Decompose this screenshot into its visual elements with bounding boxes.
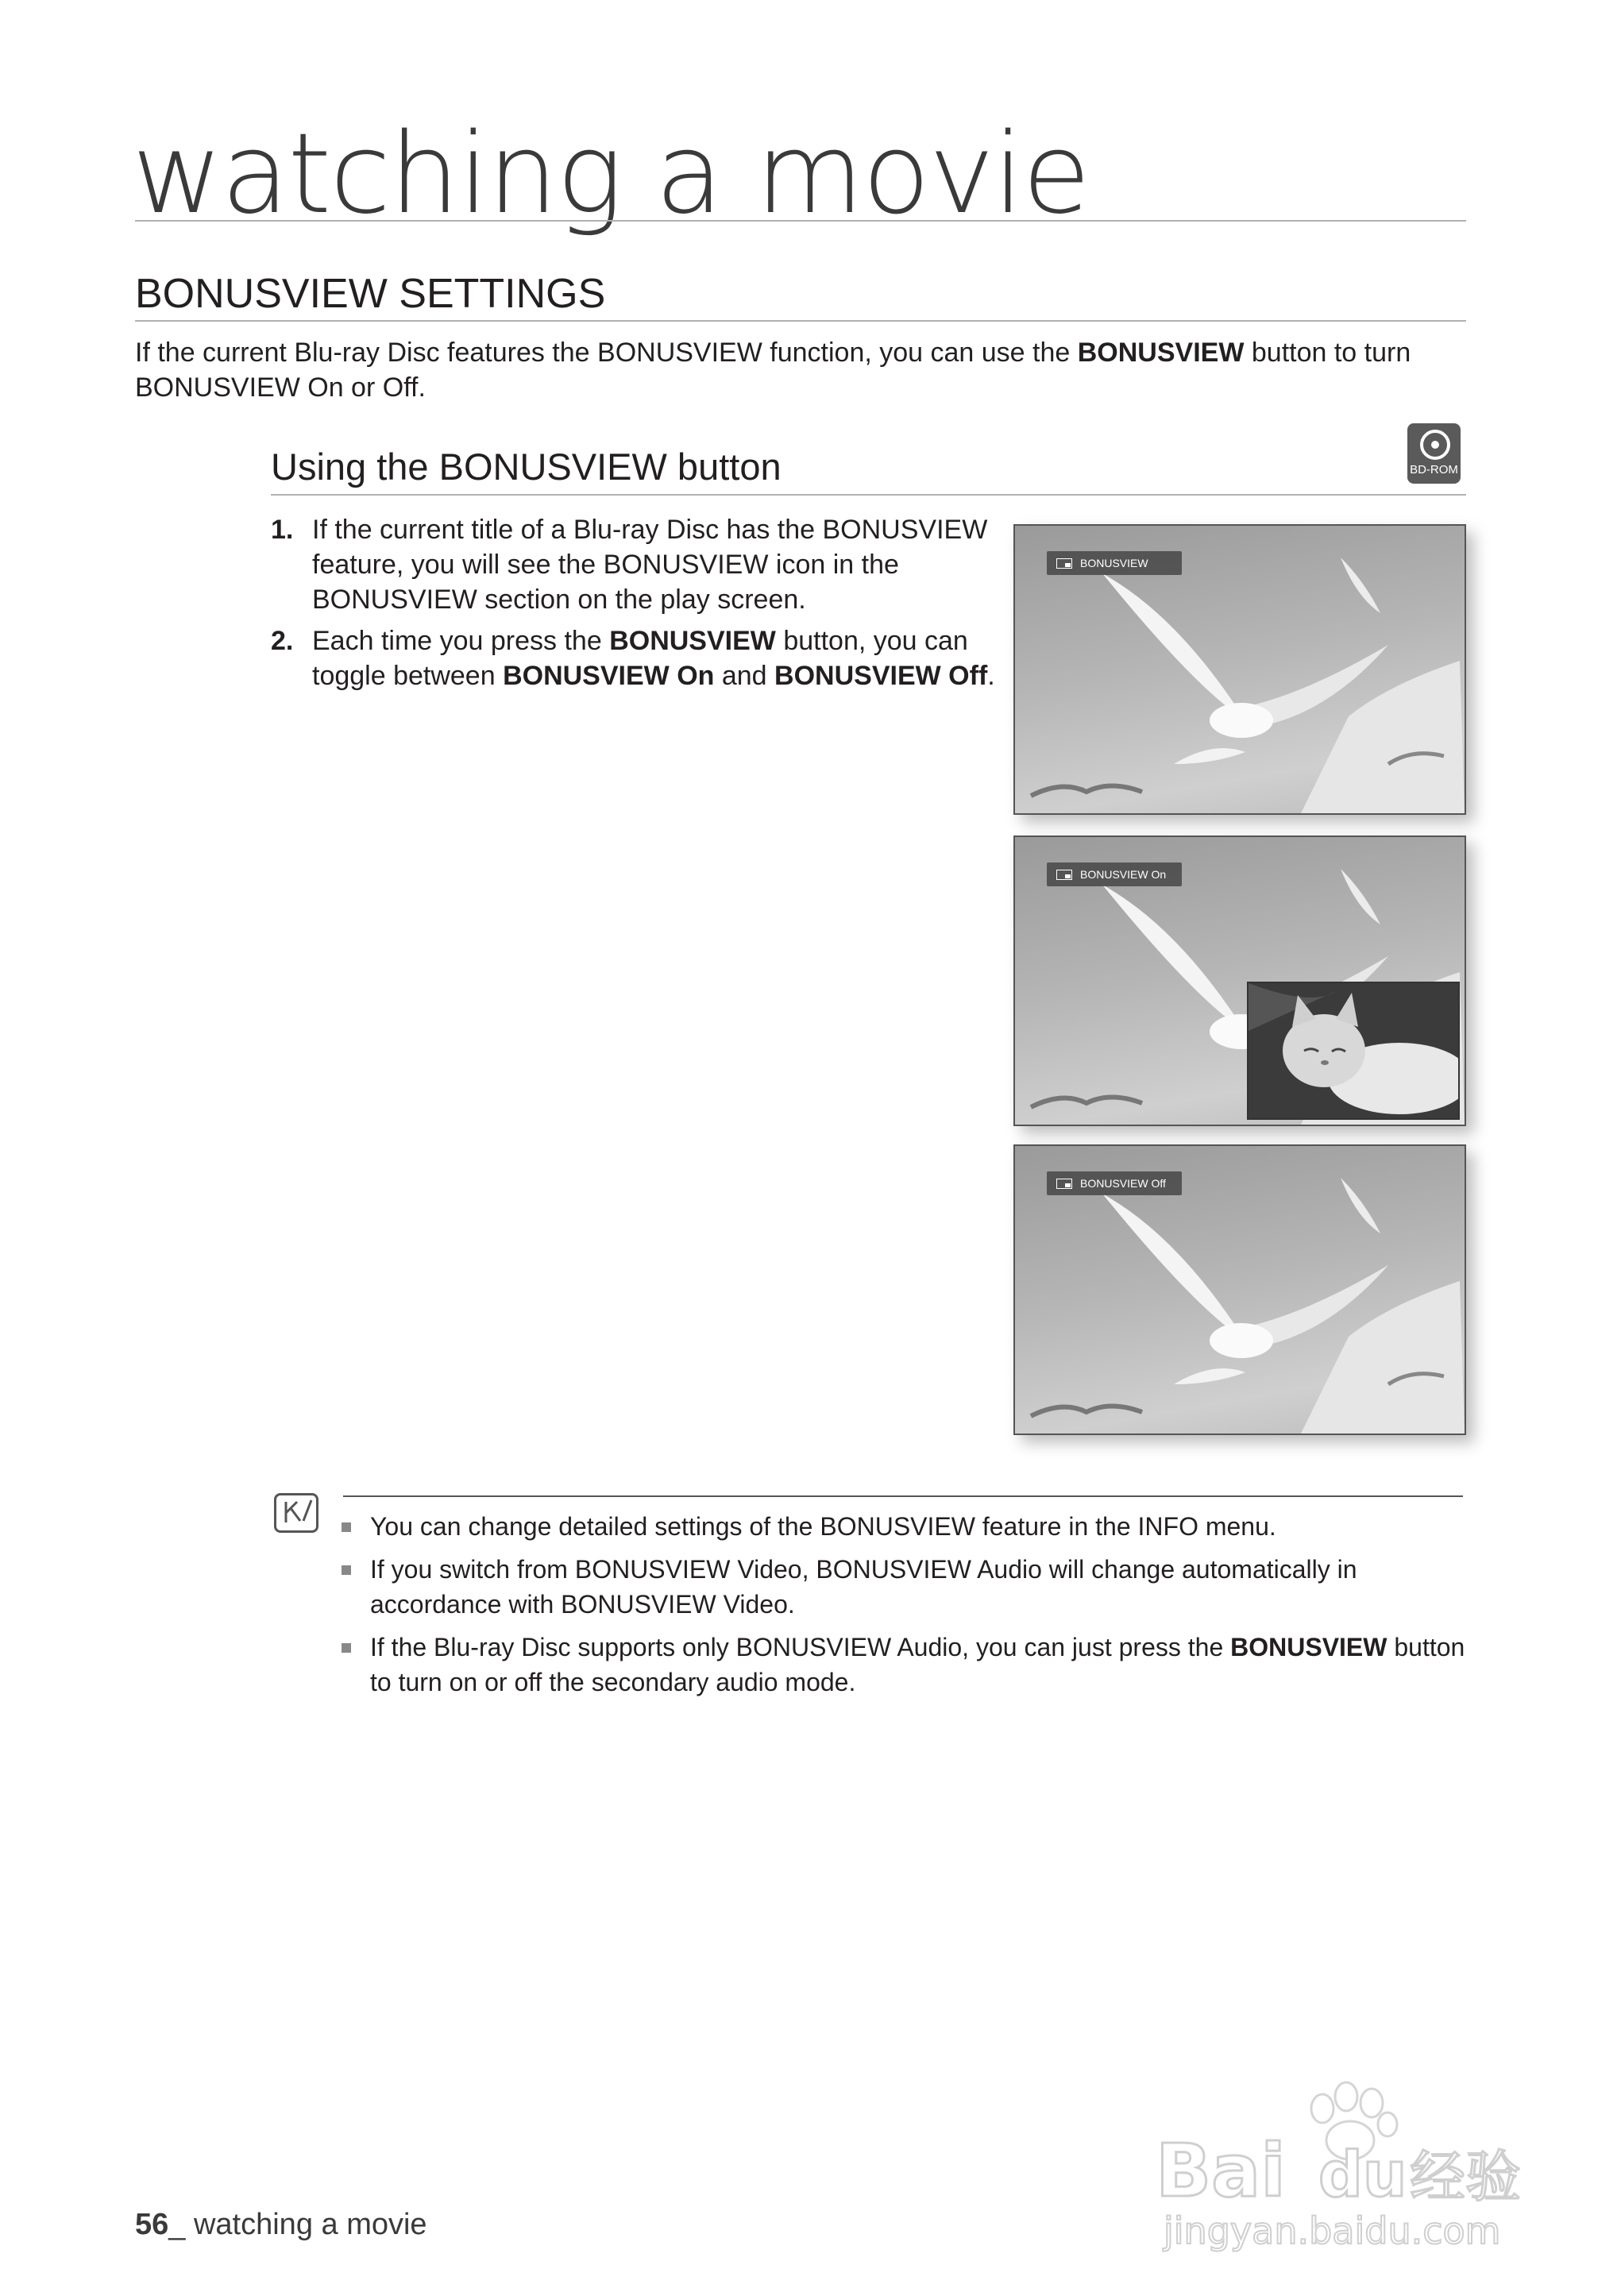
notes-list — [342, 1509, 1469, 1708]
page-footer — [135, 2208, 427, 2242]
baidu-watermark — [1156, 2065, 1553, 2255]
footer-label: _ watching a movie — [168, 2208, 427, 2241]
screenshot-bonusview-off — [1013, 1144, 1466, 1435]
disc-icon — [1420, 430, 1450, 460]
step-text: If the current title of a Blu-ray Disc has the BONUSVIEW feature, you will see the BONUSVIEW icon in the BONUSVIEW section on the play screen. — [312, 515, 988, 615]
screenshot-bonusview-on — [1013, 835, 1466, 1126]
screenshot-bonusview — [1013, 524, 1466, 815]
note-item: You can change detailed settings of the BONUSVIEW feature in the INFO menu. — [342, 1509, 1469, 1544]
intro-paragraph: If the current Blu-ray Disc features the BONUSVIEW function, you can use the BONUSVIEW button to turn BONUSVIEW On or Off. — [135, 338, 1411, 403]
step-number: 2. — [271, 626, 294, 656]
step-text: Each time you press the BONUSVIEW button, you can toggle between BONUSVIEW On and BONUSVIEW Off. — [312, 626, 995, 691]
chapter-rule — [135, 220, 1466, 222]
note-item: If the Blu-ray Disc supports only BONUSVIEW Audio, you can just press the BONUSVIEW button to turn on or off the secondary audio mode. — [342, 1630, 1469, 1700]
kitten-image — [1249, 983, 1458, 1118]
step-2 — [271, 623, 1002, 693]
step-1 — [271, 512, 1002, 617]
subsection-rule — [271, 494, 1466, 496]
section-rule — [135, 320, 1466, 322]
pip-window — [1247, 982, 1460, 1120]
svg-text:jingyan.baidu.com: jingyan.baidu.com — [1164, 2209, 1501, 2252]
subsection-title: Using the BONUSVIEW button — [271, 446, 782, 488]
step-number: 1. — [271, 515, 294, 545]
svg-text:经验: 经验 — [1410, 2144, 1521, 2209]
pip-icon — [1056, 558, 1072, 569]
bonusview-osd: BONUSVIEW On — [1047, 862, 1182, 886]
note-rule — [343, 1495, 1463, 1497]
bd-rom-icon — [1407, 423, 1461, 484]
svg-text:du: du — [1318, 2140, 1407, 2211]
steps-list — [271, 512, 1002, 700]
note-icon — [274, 1493, 318, 1533]
bonusview-osd: BONUSVIEW — [1047, 551, 1182, 575]
page-number: 56 — [135, 2208, 169, 2241]
chapter-title: watching a movie — [132, 110, 1090, 239]
bonusview-osd: BONUSVIEW Off — [1047, 1171, 1182, 1195]
pip-icon — [1056, 1179, 1072, 1189]
pip-icon — [1056, 870, 1072, 880]
note-item: If you switch from BONUSVIEW Video, BONUSVIEW Audio will change automatically in accordance with BONUSVIEW Video. — [342, 1552, 1469, 1622]
section-title: BONUSVIEW SETTINGS — [135, 271, 606, 317]
svg-text:Bai: Bai — [1156, 2128, 1286, 2213]
bd-rom-label: BD-ROM — [1410, 463, 1458, 477]
